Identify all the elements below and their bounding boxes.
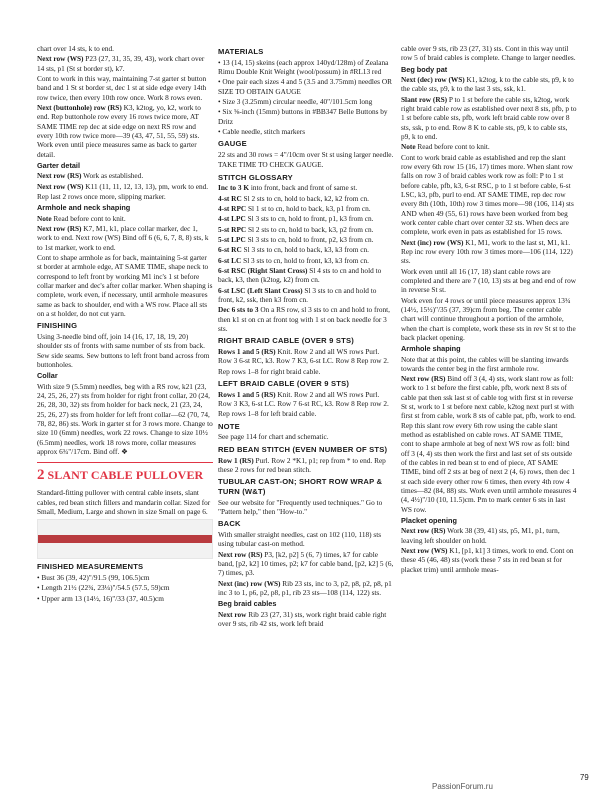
heading: GAUGE [218, 139, 247, 149]
finished-item: • Length 21½ (22¾, 23¼)"/54.5 (57.5, 59)cm [37, 583, 170, 593]
paragraph [218, 347, 394, 366]
heading: FINISHING [37, 321, 78, 331]
paragraph-text: K7, M1, k1, place collar marker, dec 1, work to end. Next row (WS) Bind off 6 (6, 6, 7, 8, 8) sts, k to 1st marker, work to end. [37, 223, 209, 252]
paragraph [218, 610, 394, 629]
row-label: Next row (RS) [37, 223, 82, 233]
paragraph [218, 225, 394, 234]
paragraph-text: chart over 14 sts, k to end. [37, 44, 115, 53]
paragraph-text: Sl 3 sts to cn, hold to back, k3, k3 from cn. [241, 245, 369, 255]
paragraph-text: K3, k2tog, yo, k2, work to end. Rep buttonhole row every 16 rows twice more, AT SAME TIME rep dec at side edge on next RS row and every 10th row twice more—39 (43, 47, 51, 55, 59) sts. Work even until piece measures same as back to garter detail. [37, 102, 201, 159]
paragraph [218, 77, 394, 96]
paragraph-text: 22 sts and 30 rows = 4"/10cm over St st using larger needle. [218, 150, 394, 160]
paragraph [218, 432, 394, 441]
paragraph-text: Sl 4 sts to cn and hold to back, k3, then (k2tog, k2) from cn. [218, 266, 382, 285]
row-label: 4-st RPC [218, 204, 247, 214]
heading: Beg braid cables [218, 599, 277, 609]
row-label: Next row [218, 609, 247, 619]
paragraph [218, 579, 394, 598]
paragraph [37, 224, 213, 252]
paragraph-text: Sl 2 sts to cn, hold to back, k2, k2 from cn. [241, 193, 369, 203]
row-label: Next row (WS) [401, 546, 448, 556]
paragraph-text: On a RS row, sl 3 sts to cn and hold to front, then k1 st on cn at front tog with 1 st on back needle for 3 sts. [218, 305, 391, 334]
row-label: Row 1 (RS) [218, 455, 254, 465]
paragraph [218, 127, 394, 136]
paragraph [401, 44, 577, 63]
col1-text [37, 44, 213, 456]
column-middle [218, 44, 394, 629]
row-label: Next row (WS) [37, 54, 84, 64]
paragraph-text: Rep rows 1–8 for right braid cable. [218, 366, 321, 376]
paragraph [218, 150, 394, 159]
paragraph-text: • 13 (14, 15) skeins (each approx 140yd/128m) of Zealana Rimu Double Knit Weight (wool/possum) in #RL13 red [218, 57, 389, 77]
paragraph-text: Sl 3 sts to cn, hold to front, p1, k3 from cn. [245, 214, 374, 224]
paragraph-text: Cont to shape armhole as for back, maintaining 5-st garter st border at armhole edge, AT SAME TIME, shape neck to correspond to left front by working M1 inc's 1 st before collar marker and dec's after collar marker. When shaping is complete, work even, if necessary, until armhole measures same as back to shoulder, end with a WS row. Place all sts on a st holder, do not cut yarn. [37, 252, 213, 318]
finished-item: • Bust 36 (39, 42)"/91.5 (99, 106.5)cm [37, 573, 150, 583]
section-title-text: SLANT CABLE PULLOVER [47, 468, 204, 483]
paragraph-text: P to 1 st before the cable sts, k2tog, work right braid cable row as established over next 8 sts, pfb, p to 1 st before cable sts, pfb, work left braid cable row over 8 sts, ssk, p to end. Row 8 K to cable sts, p9, k to cable sts, p9, k to end. [401, 94, 577, 141]
paragraph-text: K1, M1, work to the last st, M1, k1. Rep inc row every 10th row 3 times more—106 (114, 122) sts. [401, 237, 573, 266]
paragraph-text: Knit. Row 2 and all WS rows Purl. Row 3 6-st RC, k3. Row 7 K3, 6-st LC. Row 8 Rep row 2. [218, 347, 389, 366]
paragraph [37, 192, 213, 201]
paragraph [218, 107, 394, 126]
paragraph [218, 256, 394, 265]
paragraph-text: Read before cont to knit. [51, 213, 126, 223]
paragraph-text: Sl 2 sts to cn, hold to back, k3, p2 from cn. [246, 224, 374, 234]
paragraph-text: K1, k2tog, k to the cable sts, p9, k to the cable sts, p9, k to the last 3 sts, ssk, k1. [401, 74, 574, 94]
page-number: 79 [580, 773, 589, 782]
paragraph [218, 550, 394, 578]
paragraph-text: • Cable needle, stitch markers [218, 127, 306, 137]
paragraph [37, 253, 213, 318]
column-right [401, 44, 577, 575]
paragraph-text: Rep rows 1–8 for left braid cable. [218, 409, 317, 419]
paragraph [218, 183, 394, 192]
paragraph-text: P23 (27, 31, 35, 39, 43), work chart over 14 sts, p1 (St st border st), k7. [37, 54, 205, 73]
paragraph [37, 382, 213, 457]
paragraph-text: • Size 3 (3.25mm) circular needle, 40"/101.5cm long [218, 97, 373, 107]
row-label: 5-st RPC [218, 224, 247, 234]
paragraph [218, 530, 394, 549]
paragraph-text: Sl 3 sts to cn, hold to front, k3, k3 from cn. [241, 255, 370, 265]
paragraph [218, 266, 394, 285]
row-label: 4-st LPC [218, 214, 246, 224]
paragraph-text: Knit. Row 2 and all WS rows Purl. Row 3 K3, 6-st LC. Row 7 6-st RC, k3. Row 8 Rep row 2. [218, 389, 389, 409]
finished-heading: FINISHED MEASUREMENTS [37, 562, 144, 572]
row-label: 6-st RC [218, 245, 242, 255]
paragraph-text: Purl. Row 2 *K1, p1; rep from * to end. Rep these 2 rows for red bean stitch. [218, 455, 386, 474]
paragraph-text: • One pair each sizes 4 and 5 (3.5 and 3.75mm) needles OR SIZE TO OBTAIN GAUGE [218, 77, 392, 96]
paragraph [401, 267, 577, 295]
paragraph [218, 456, 394, 475]
paragraph-text: Work even until all 16 (17, 18) slant cable rows are completed and there are 7 (10, 13) sts at beg and end of row in reverse St st. [401, 266, 577, 295]
paragraph [218, 498, 394, 517]
paragraph-text: Bind off 3 (4, 4) sts, work slant row as foll: work to 1 st before the first cable, pfb, work next 8 sts of cable pat then ssk last st of cable tog with first st in reverse St st, work to 1 st before next cable, k2tog next purl st with first st from cable, work 8 sts of cable pat, pfb, work to end. Rep this slant row every 6th row using the cable slant method as established on cable rows. AT SAME TIME, cont to shape armhole at beg of next WS row as foll: bind off 3 (4, 4) sts then work the first and last set of sts outside of the cables in red bean st to end of piece, AT SAME TIME, bind off 2 sts at beg of next 2 (4, 6) rows, then dec 1 st each side every other row 6 times, then every 4th row 4 times—82 (84, 88) sts. Work even until armhole measures 4 (4, 4½)"/10 (10, 11.5)cm. Pm to mark center 6 sts in last WS row. [401, 374, 577, 514]
paragraph [218, 390, 394, 409]
column-left [37, 44, 213, 604]
paragraph-text: P3, [k2, p2] 5 (6, 7) times, k7 for cable band, [p2, k2] 10 times, p2; k7 for cable band, [p2, k2] 5 (6, 7) times, p3. [218, 549, 394, 578]
section-intro: Standard-fitting pullover with central cable insets, slant cables, red bean stitch fillers and mandarin collar. Sized for Small, Medium, Large and shown in size Small on page 6. [37, 488, 211, 517]
row-label: Next row (RS) [401, 526, 446, 536]
paragraph [218, 160, 394, 169]
row-label: Next (inc) row (WS) [218, 578, 281, 588]
paragraph [401, 296, 577, 343]
row-label: Note [37, 213, 52, 223]
paragraph-text: Rib 23 sts, inc to 3, p2, p8, p2, p8, p1 inc 3 to 1, p6, p2, p8, p1, rib 23 sts—108 (114, 122) sts. [218, 578, 392, 597]
paragraph-text: K1, [p1, k1] 3 times, work to end. Cont on these 45 (46, 48) sts (work these 7 sts in red bean st for placket trim) until armhole meas- [401, 546, 574, 574]
heading: Beg body pat [401, 64, 448, 74]
paragraph [37, 44, 213, 53]
row-label: Inc to 3 K [218, 183, 250, 193]
paragraph-text: Read before cont to knit. [415, 142, 490, 152]
paragraph-text: With smaller straight needles, cast on 102 (110, 118) sts using tubular cast-on method. [218, 530, 382, 549]
row-label: Next row (WS) [37, 181, 84, 191]
paragraph [218, 214, 394, 223]
paragraph [401, 142, 577, 151]
paragraph-text: Cont to work in this way, maintaining 7-st garter st button band and 1 St st border st, dec 1 st at side edge every 14th row twice, then every 10th row once. Work 8 rows even. [37, 73, 207, 102]
row-label: Rows 1 and 5 (RS) [218, 389, 276, 399]
paragraph [401, 95, 577, 142]
heading: RED BEAN STITCH (EVEN NUMBER OF STS) [218, 444, 388, 454]
row-label: Next row (RS) [37, 171, 82, 181]
heading: MATERIALS [218, 47, 264, 56]
row-label: Slant row (RS) [401, 94, 448, 104]
row-label: Dec 6 sts to 3 [218, 305, 259, 315]
paragraph-text: Rep last 2 rows once more, slipping marker. [37, 191, 166, 201]
paragraph-text: into front, back and front of same st. [249, 183, 358, 193]
paragraph [218, 305, 394, 333]
paragraph [401, 75, 577, 94]
heading: NOTE [218, 421, 240, 431]
row-label: 4-st RC [218, 193, 242, 203]
paragraph-text: Work even for 4 rows or until piece measures approx 13¾ (14½, 15½)"/35 (37, 39)cm from beg. The center cable chart will continue throughout a portion of the armhole, when the chart is complete, work these sts in rev St st to the back placket opening. [401, 295, 576, 342]
paragraph-text: • Six ⅝-inch (15mm) buttons in #BB347 Belle Buttons by Dritz [218, 107, 388, 126]
heading: Placket opening [401, 516, 457, 526]
heading: LEFT BRAID CABLE (OVER 9 STS) [218, 379, 350, 389]
finished-item: • Upper arm 13 (14½, 16)"/33 (37, 40.5)cm [37, 593, 164, 603]
heading: RIGHT BRAID CABLE (OVER 9 STS) [218, 336, 354, 346]
footer-watermark: PassionForum.ru [432, 782, 493, 791]
heading: Collar [37, 371, 58, 381]
paragraph [218, 58, 394, 77]
paragraph [401, 153, 577, 237]
paragraph-text: Sl 3 sts to cn, hold to front, p2, k3 from cn. [245, 235, 374, 245]
row-label: 5-st LPC [218, 235, 246, 245]
paragraph [37, 214, 213, 223]
paragraph [401, 355, 577, 374]
paragraph [218, 235, 394, 244]
paragraph [218, 194, 394, 203]
paragraph-text: Rib 23 (27, 31) sts, work right braid cable right over 9 sts, rib 42 sts, work left braid [218, 609, 387, 628]
row-label: Next (buttonhole) row (RS) [37, 102, 122, 112]
row-label: Next (dec) row (WS) [401, 74, 465, 84]
paragraph [401, 238, 577, 266]
heading: STITCH GLOSSARY [218, 172, 293, 182]
paragraph-text: See our website for "Frequently used techniques." Go to "Pattern help," then "How-to." [218, 497, 383, 516]
row-label: 6-st LSC (Left Slant Cross) [218, 285, 303, 295]
paragraph [218, 204, 394, 213]
heading: Garter detail [37, 160, 80, 170]
row-label: Note [401, 142, 416, 152]
paragraph-text: cable over 9 sts, rib 23 (27, 31) sts. Cont in this way until row 5 of braid cables is complete. Change to larger needles. [401, 44, 576, 63]
paragraph-text: Sl 1 st to cn, hold to back, k3, p1 from cn. [246, 204, 371, 214]
row-label: Next row (RS) [401, 374, 446, 384]
paragraph-text: With size 9 (5.5mm) needles, beg with a RS row, k21 (23, 24, 25, 26, 27) sts from holder for right front collar, 20 (24, 26, 28, 30, 32) sts from holder for back neck, 21 (23, 24, 25, 26, 27) sts from holder for left front collar—62 (70, 74, 78, 82, 86) sts. Work in garter st for 3 rows more. Change to size 10 (6mm) needles, work 22 rows. Change to size 10½ (6.5mm) needles, work 18 rows more, collar measures approx 6¾"/17cm. Bind off. ❖ [37, 381, 213, 456]
section-number: 2 [37, 467, 45, 484]
paragraph [37, 54, 213, 73]
paragraph-text: Using 3-needle bind off, join 14 (16, 17, 18, 19, 20) shoulder sts of fronts with same number of sts from back. Sew side seams. Sew buttons to left front band across from buttonholes. [37, 331, 210, 369]
paragraph-text: Work as established. [81, 171, 144, 181]
row-label: Rows 1 and 5 (RS) [218, 347, 276, 357]
heading: Armhole shaping [401, 344, 461, 354]
section-title [37, 462, 213, 485]
paragraph [37, 74, 213, 102]
sweater-photo [37, 519, 213, 559]
paragraph [218, 97, 394, 106]
heading: Armhole and neck shaping [37, 203, 131, 213]
paragraph [401, 374, 577, 514]
row-label: Next row (RS) [218, 549, 263, 559]
paragraph-text: K11 (11, 11, 12, 13, 13), pm, work to end. [83, 181, 209, 191]
row-label: 6-st RSC (Right Slant Cross) [218, 266, 308, 276]
row-label: Next (inc) row (WS) [401, 237, 464, 247]
paragraph [218, 286, 394, 305]
paragraph-text: Note that at this point, the cables will be slanting inwards towards the center beg in the first armhole row. [401, 354, 569, 373]
heading: TUBULAR CAST-ON; SHORT ROW WRAP & TURN (W&T) [218, 477, 383, 496]
paragraph [218, 245, 394, 254]
paragraph [37, 332, 213, 369]
paragraph [37, 182, 213, 191]
paragraph [37, 103, 213, 159]
paragraph [37, 171, 213, 180]
row-label: 6-st LC [218, 255, 242, 265]
paragraph [218, 367, 394, 376]
paragraph-text: Cont to work braid cable as established and rep the slant row every 6th row 15 (16, 17) times more. When slant row falls on row 3 of braid cables work row as foll: P to 1 st before cable, pfb, k3, 6-st RSC, p to 1 st before cable, 6-st LSC, k3, pfb, purl to end. AT SAME TIME, rep dec row every 8th (10th, 10th) row 3 times more—98 (106, 114) sts AND when 49 (55, 61) rows have been worked from beg work center cable chart over center 32 sts. When decs are complete, work even in pats as established for 15 rows. [401, 152, 574, 237]
heading: BACK [218, 519, 241, 529]
paragraph-text: TAKE TIME TO CHECK GAUGE. [218, 160, 324, 170]
paragraph [218, 409, 394, 418]
paragraph-text: Work 38 (39, 41) sts, p5, M1, p1, turn, leaving left shoulder on hold. [401, 526, 560, 545]
paragraph-text: Sl 3 sts to cn and hold to front, k2, ssk, then k3 from cn. [218, 285, 377, 305]
paragraph-text: See page 114 for chart and schematic. [218, 432, 329, 442]
paragraph [401, 526, 577, 545]
paragraph [401, 546, 577, 574]
